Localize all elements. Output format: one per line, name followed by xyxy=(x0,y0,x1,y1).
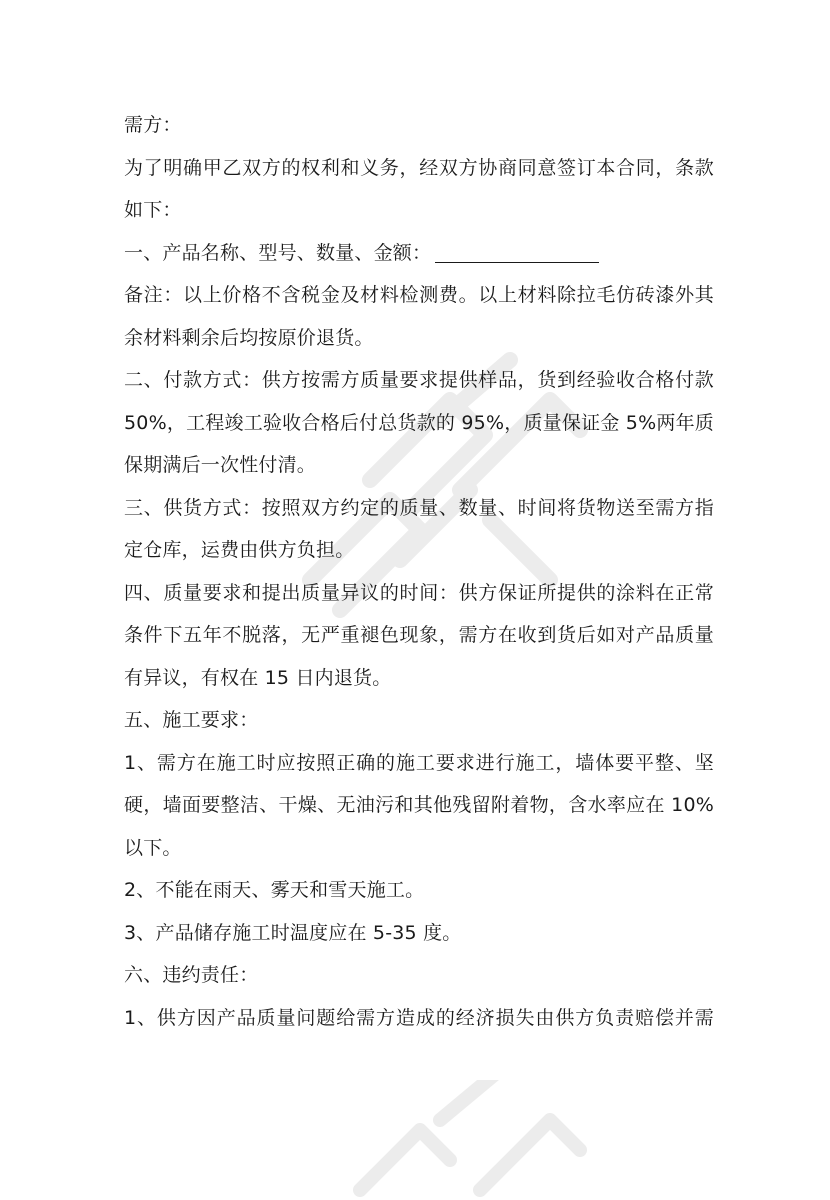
line-preamble-1: 为了明确甲乙双方的权利和义务，经双方协商同意签订本合同，条款 xyxy=(124,156,714,179)
line-section-5-item-1-a: 1、需方在施工时应按照正确的施工要求进行施工，墙体要平整、坚 xyxy=(124,751,714,774)
line-note-2: 余材料剩余后均按原价退货。 xyxy=(124,326,374,349)
line-section-5: 五、施工要求： xyxy=(124,709,259,731)
line-section-3-b: 定仓库，运费由供方负担。 xyxy=(124,539,355,561)
fill-in-blank xyxy=(435,240,599,263)
line-note-1: 备注：以上价格不含税金及材料检测费。以上材料除拉毛仿砖漆外其 xyxy=(124,284,714,306)
line-section-4-c: 有异议，有权在 15 日内退货。 xyxy=(124,666,392,689)
line-section-6-item-1: 1、供方因产品质量问题给需方造成的经济损失由供方负责赔偿并需 xyxy=(124,1006,714,1029)
line-section-4-a: 四、质量要求和提出质量异议的时间：供方保证所提供的涂料在正常 xyxy=(124,581,714,604)
watermark-graphic-lower xyxy=(330,1080,590,1200)
line-section-2-c: 保期满后一次性付清。 xyxy=(124,454,317,476)
line-section-2-a: 二、付款方式：供方按需方质量要求提供样品，货到经验收合格付款 xyxy=(124,369,714,391)
line-section-1 xyxy=(124,232,714,275)
line-section-5-item-1-c: 以下。 xyxy=(124,836,182,859)
line-preamble-2: 如下： xyxy=(124,199,182,221)
line-buyer-label: 需方： xyxy=(124,114,182,136)
line-section-5-item-3: 3、产品储存施工时温度应在 5-35 度。 xyxy=(124,921,462,944)
line-section-6: 六、违约责任： xyxy=(124,964,259,986)
line-section-3-a: 三、供货方式：按照双方约定的质量、数量、时间将货物送至需方指 xyxy=(124,496,714,519)
section-1-text: 一、产品名称、型号、数量、金额： xyxy=(124,241,432,264)
line-section-5-item-2: 2、不能在雨天、雾天和雪天施工。 xyxy=(124,879,425,901)
contract-text xyxy=(124,104,714,1039)
line-section-2-b: 50%，工程竣工验收合格后付总货款的 95%，质量保证金 5%两年质 xyxy=(124,411,714,434)
line-section-4-b: 条件下五年不脱落，无严重褪色现象，需方在收到货后如对产品质量 xyxy=(124,624,714,646)
line-section-5-item-1-b: 硬，墙面要整洁、干燥、无油污和其他残留附着物，含水率应在 10% xyxy=(124,794,714,816)
